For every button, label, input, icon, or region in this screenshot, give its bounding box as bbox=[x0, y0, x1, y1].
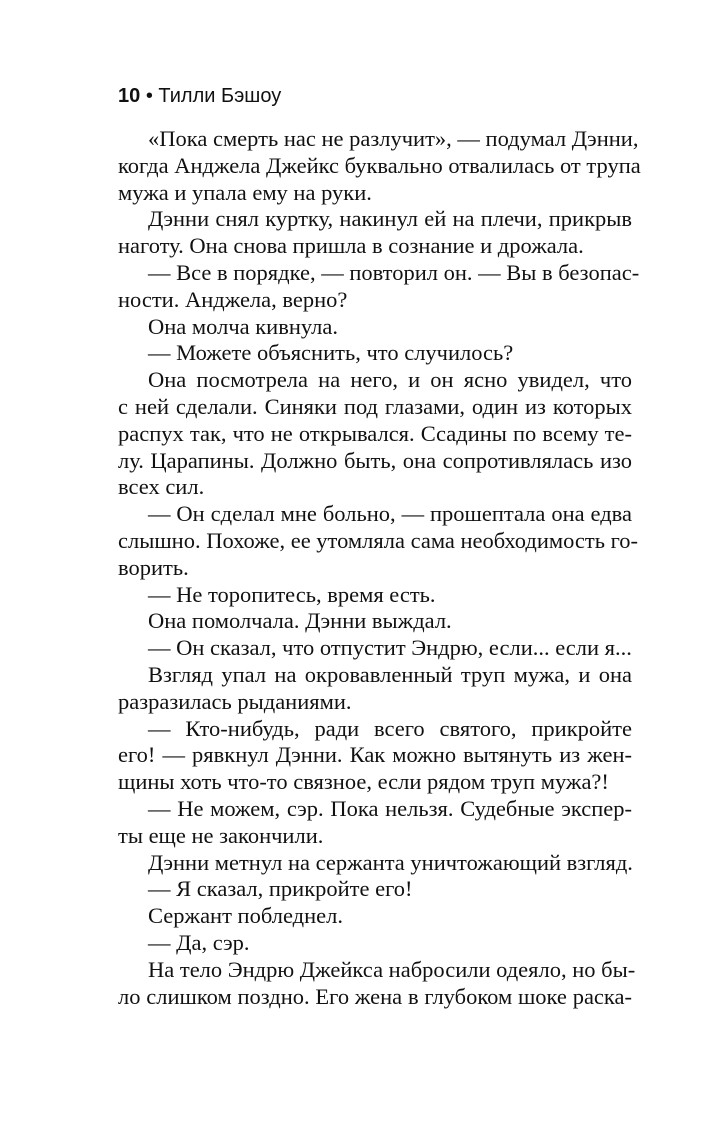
text-line: — Можете объяснить, что случилось? bbox=[148, 340, 514, 366]
running-header bbox=[118, 84, 281, 108]
text-line: когда Анджела Джейкс буквально отвалилась от трупа bbox=[118, 152, 641, 178]
text-line: ворить. bbox=[118, 554, 189, 580]
text-line: Она помолчала. Дэнни выждал. bbox=[148, 608, 452, 634]
text-line: Дэнни снял куртку, накинул ей на плечи, прикрыв bbox=[148, 206, 632, 232]
text-line: — Я сказал, прикройте его! bbox=[148, 876, 413, 902]
text-line: — Он сделал мне больно, — прошептала она едва bbox=[148, 501, 632, 527]
body-text bbox=[118, 126, 641, 1010]
text-line: слышно. Похоже, ее утомляла сама необходимость го- bbox=[118, 527, 639, 553]
text-line: — Да, сэр. bbox=[148, 929, 250, 955]
text-line: Она молча кивнула. bbox=[148, 313, 338, 339]
text-line: его! — рявкнул Дэнни. Как можно вытянуть из жен- bbox=[118, 742, 632, 768]
text-line: — Кто-нибудь, ради всего святого, прикройте bbox=[148, 715, 632, 741]
header-bullet: • bbox=[145, 85, 153, 107]
text-line: Она посмотрела на него, и он ясно увидел, что bbox=[148, 367, 632, 393]
text-line: всех сил. bbox=[118, 474, 205, 500]
text-line: Дэнни метнул на сержанта уничтожающий взгляд. bbox=[148, 849, 633, 875]
text-line: ло слишком поздно. Его жена в глубоком шоке раска- bbox=[118, 983, 632, 1009]
text-line: разразилась рыданиями. bbox=[118, 688, 352, 714]
text-line: — Он сказал, что отпустит Эндрю, если... если я... bbox=[148, 635, 632, 661]
text-line: распух так, что не открывался. Ссадины по всему те- bbox=[118, 420, 632, 446]
text-line: Сержант побледнел. bbox=[148, 903, 343, 929]
text-line: ты еще не закончили. bbox=[118, 822, 324, 848]
text-line: ности. Анджела, верно? bbox=[118, 286, 348, 312]
text-line: — Не можем, сэр. Пока нельзя. Судебные экспер- bbox=[148, 795, 632, 821]
running-title: Тилли Бэшоу bbox=[158, 85, 282, 107]
text-line: щины хоть что-то связное, если рядом труп мужа?! bbox=[118, 769, 609, 795]
text-line: лу. Царапины. Должно быть, она сопротивлялась изо bbox=[118, 447, 632, 473]
page-number: 10 bbox=[118, 85, 141, 107]
text-line: — Все в порядке, — повторил он. — Вы в безопас- bbox=[148, 259, 640, 285]
text-line: мужа и упала ему на руки. bbox=[118, 179, 372, 205]
text-line: «Пока смерть нас не разлучит», — подумал Дэнни, bbox=[148, 126, 639, 151]
text-line: Взгляд упал на окровавленный труп мужа, и она bbox=[148, 661, 632, 687]
text-line: наготу. Она снова пришла в сознание и дрожала. bbox=[118, 233, 584, 259]
text-line: На тело Эндрю Джейкса набросили одеяло, но бы- bbox=[148, 956, 636, 982]
text-line: с ней сделали. Синяки под глазами, один из которых bbox=[118, 393, 632, 419]
text-line: — Не торопитесь, время есть. bbox=[148, 581, 436, 607]
